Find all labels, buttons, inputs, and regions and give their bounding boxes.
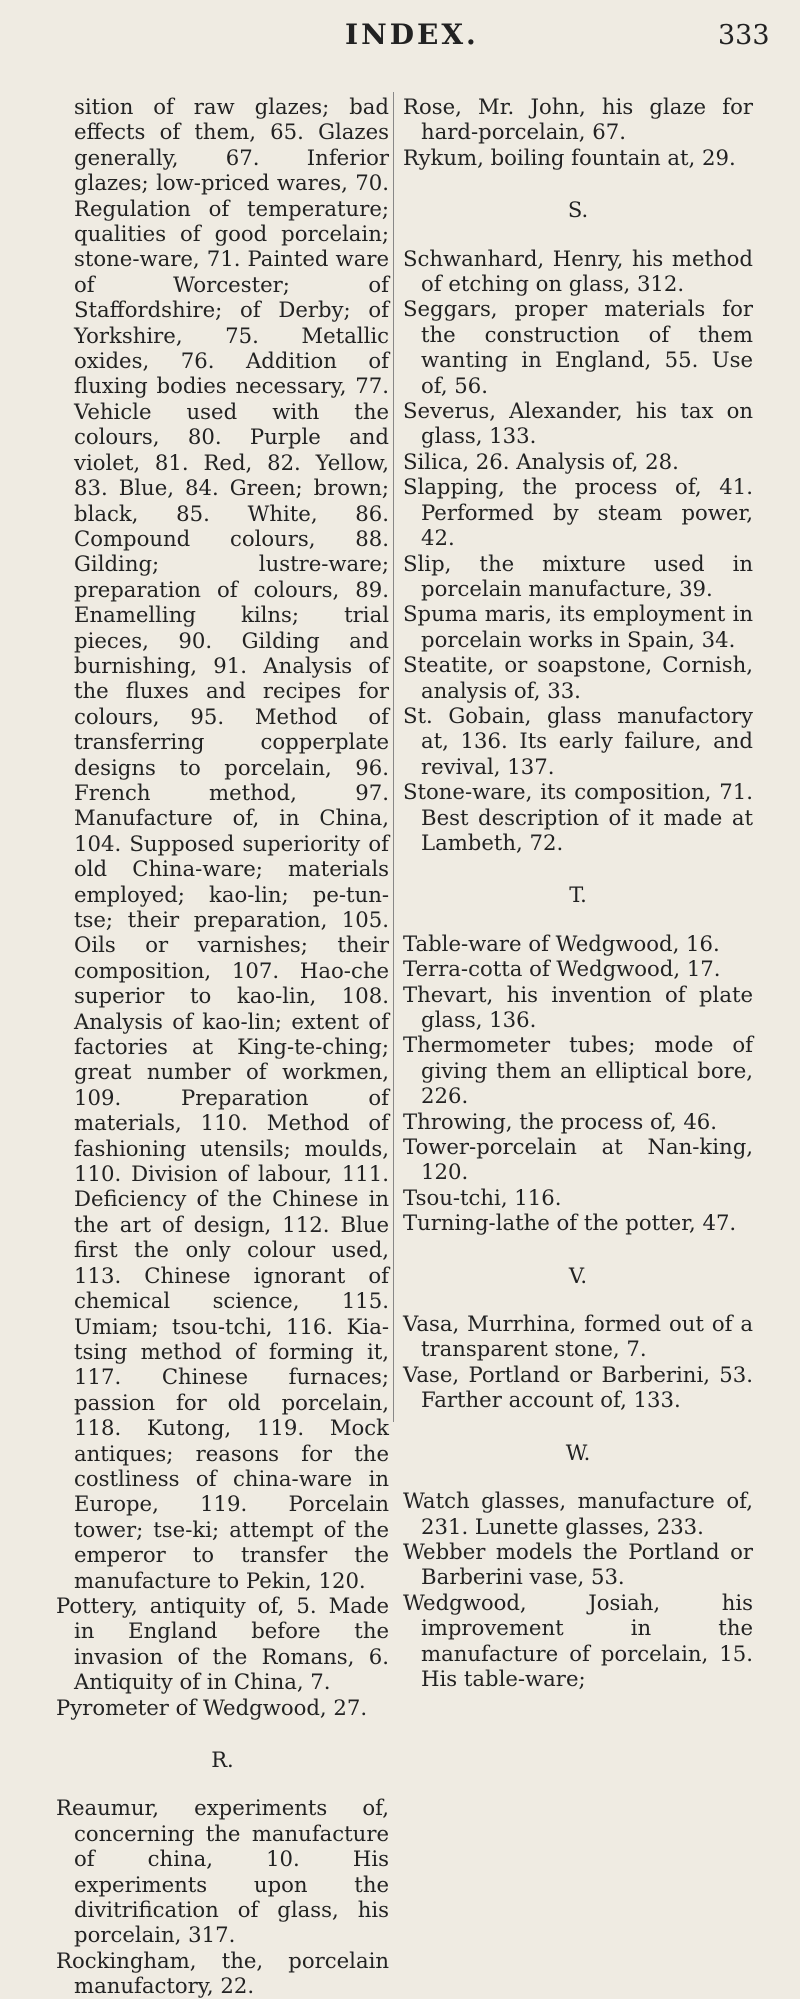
section-letter-s: S. bbox=[567, 198, 589, 223]
index-entry: Schwanhard, Henry, his method of etching on glass, 312. bbox=[403, 245, 753, 297]
index-entry: Thermometer tubes; mode of giving them an elliptical bore, 226. bbox=[403, 1032, 753, 1109]
index-entry: Pyrometer of Wedgwood, 27. bbox=[56, 1694, 368, 1720]
page-number: 333 bbox=[718, 20, 770, 51]
index-entry: Tsou-tchi, 116. bbox=[403, 1184, 562, 1210]
index-entry: Terra-cotta of Wedgwood, 17. bbox=[403, 956, 721, 982]
index-entry: Throwing, the process of, 46. bbox=[403, 1108, 718, 1134]
index-entry: Pottery, antiquity of, 5. Made in England before the invasion of the Romans, 6. Antiquity of in China, 7. bbox=[56, 1592, 389, 1695]
left-column bbox=[56, 94, 389, 1999]
index-entry: Table-ware of Wedgwood, 16. bbox=[403, 930, 720, 956]
index-entry: Wedgwood, Josiah, his improvement in the manufacture of porcelain, 15. His table-ware; bbox=[403, 1589, 753, 1691]
index-entry: Vase, Portland or Barberini, 53. Farther account of, 133. bbox=[403, 1361, 753, 1413]
index-entry: Steatite, or soapstone, Cornish, analysis of, 33. bbox=[403, 652, 753, 703]
index-entry: Silica, 26. Analysis of, 28. bbox=[403, 448, 679, 474]
index-entry: Seggars, proper materials for the construction of them wanting in England, 55. Use of, 56. bbox=[403, 296, 753, 398]
section-letter-v: V. bbox=[568, 1263, 588, 1288]
index-entry: Severus, Alexander, his tax on glass, 133. bbox=[403, 398, 753, 449]
index-entry: Rykum, boiling fountain at, 29. bbox=[403, 144, 736, 170]
section-letter-w: W. bbox=[565, 1440, 591, 1465]
index-entry: Vasa, Murrhina, formed out of a transparent stone, 7. bbox=[403, 1311, 753, 1362]
index-entry: Rose, Mr. John, his glaze for hard-porcelain, 67. bbox=[403, 94, 753, 145]
page-header bbox=[0, 18, 800, 68]
index-entry: Slapping, the process of, 41. Performed by steam power, 42. bbox=[403, 474, 753, 551]
index-entry: Stone-ware, its composition, 71. Best description of it made at Lambeth, 72. bbox=[403, 779, 753, 855]
index-entry: Thevart, his invention of plate glass, 136. bbox=[403, 981, 753, 1032]
right-column bbox=[403, 94, 753, 1691]
index-entry: Slip, the mixture used in porcelain manufacture, 39. bbox=[403, 550, 753, 601]
index-entry: Turning-lathe of the potter, 47. bbox=[403, 1210, 737, 1236]
index-entry: sition of raw glazes; bad effects of them, 65. Glazes generally, 67. Inferior glazes; low-priced wares, 70. Regulation of temperature; qualities of good porcelain; stone-ware, 71. Painted ware of Worcester; of Staffordshire; of Derby; of Yorkshire, 75. Metallic oxides, 76. Addition of fluxing bodies necessary, 77. Vehicle used with the colours, 80. Purple and violet, 81. Red, 82. Yellow, 83. Blue, 84. Green; brown; black, 85. White, 86. Compound colours, 88. Gilding; lustre-ware; preparation of colours, 89. Enamelling kilns; trial pieces, 90. Gilding and burnishing, 91. Analysis of the fluxes and recipes for colours, 95. Method of transferring copperplate designs to porcelain, 96. French method, 97. Manufacture of, in China, 104. Supposed superiority of old China-ware; materials employed; kao-lin; pe-tun-tse; their preparation, 105. Oils or varnishes; their composition, 107. Hao-che superior to kao-lin, 108. Analysis of kao-lin; extent of factories at King-te-ching; great number of workmen, 109. Preparation of materials, 110. Method of fashioning utensils; moulds, 110. Division of labour, 111. Deficiency of the Chinese in the art of design, 112. Blue first the only colour used, 113. Chinese ignorant of chemical science, 115. Umiam; tsou-tchi, 116. Kia-tsing method of forming it, 117. Chinese furnaces; passion for old porcelain, 118. Kutong, 119. Mock antiques; reasons for the costliness of china-ware in Europe, 119. Porcelain tower; tse-ki; attempt of the emperor to transfer the manufacture to Pekin, 120. bbox=[74, 94, 389, 1593]
index-entry: Spuma maris, its employment in porcelain works in Spain, 34. bbox=[403, 601, 753, 652]
running-title: INDEX. bbox=[345, 18, 479, 51]
index-entry: Webber models the Portland or Barberini vase, 53. bbox=[403, 1538, 753, 1590]
index-entry: St. Gobain, glass manufactory at, 136. Its early failure, and revival, 137. bbox=[403, 702, 753, 779]
index-entry: Reaumur, experiments of, concerning the manufacture of china, 10. His experiments upon the divitrification of glass, his porcelain, 317. bbox=[56, 1795, 389, 1948]
section-letter-t: T. bbox=[569, 883, 587, 908]
column-divider bbox=[393, 92, 394, 1422]
index-entry: Tower-porcelain at Nan-king, 120. bbox=[403, 1134, 753, 1185]
index-entry: Rockingham, the, porcelain manufactory, 22. bbox=[56, 1947, 389, 1999]
section-letter-r: R. bbox=[211, 1748, 234, 1772]
index-entry: Watch glasses, manufacture of, 231. Lunette glasses, 233. bbox=[403, 1488, 753, 1539]
